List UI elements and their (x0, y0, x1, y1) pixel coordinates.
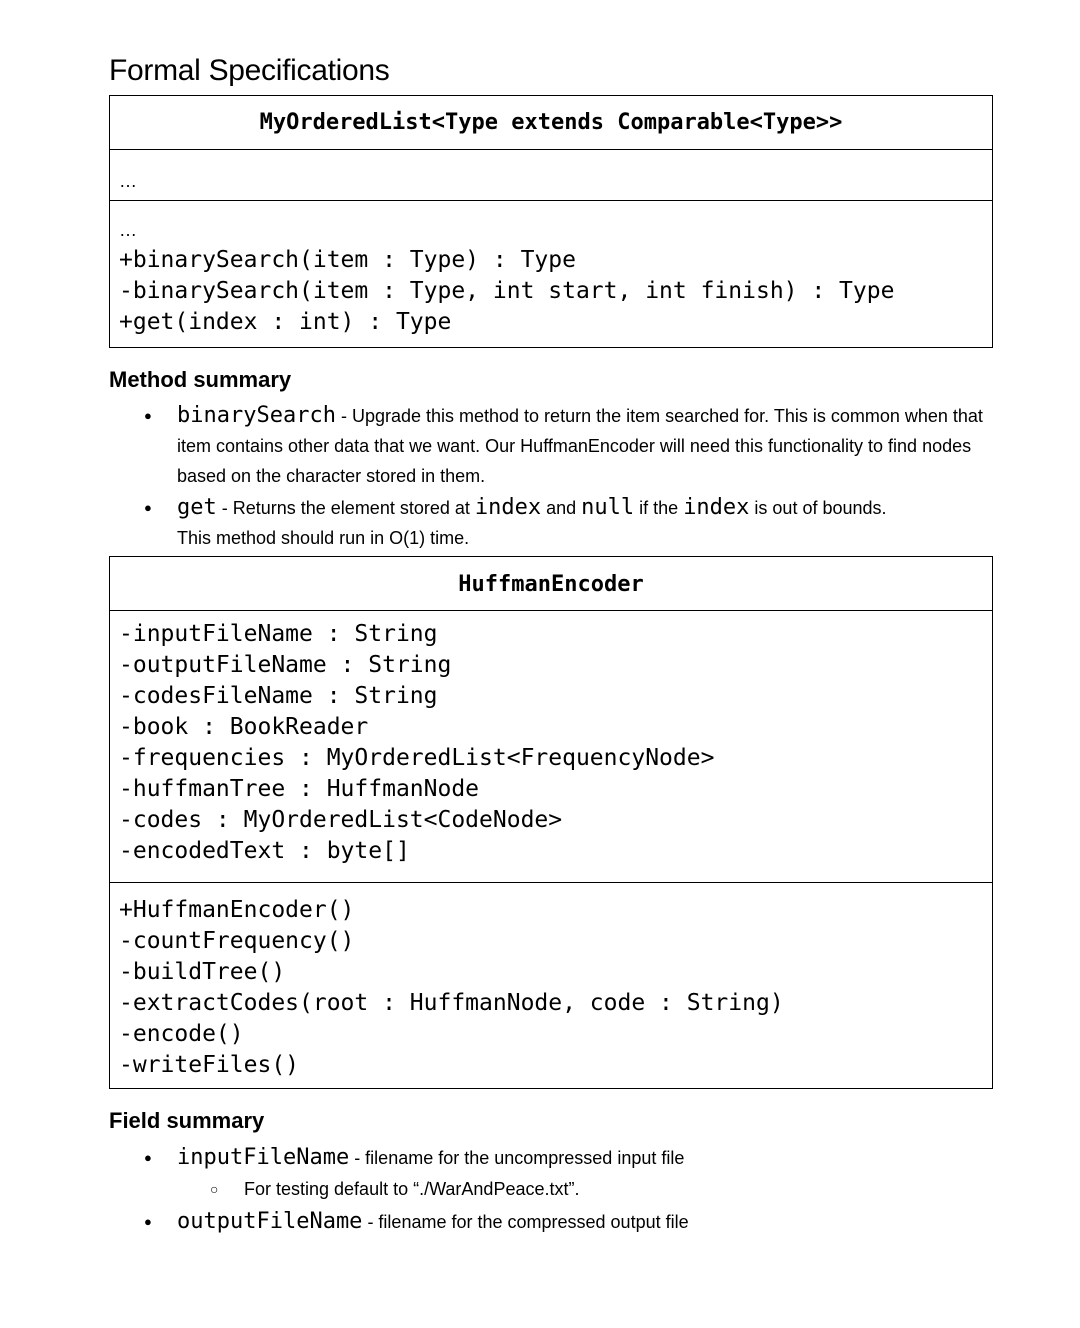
list-item-inputfilename (109, 1143, 993, 1205)
uml-field: -frequencies : MyOrderedList<FrequencyNode> (119, 745, 715, 771)
uml-class-huffmanencoder (109, 556, 993, 1089)
inputfilename-sublist (177, 1173, 993, 1205)
get-description: and (541, 498, 582, 518)
uml-field: -huffmanTree : HuffmanNode (119, 776, 480, 802)
uml-class-name: HuffmanEncoder (110, 557, 992, 611)
get-description: if the (634, 498, 684, 518)
term-get: get (177, 495, 217, 520)
field-summary-heading: Field summary (109, 1108, 265, 1133)
method-summary-list (109, 401, 993, 553)
uml-field: -codes : MyOrderedList<CodeNode> (119, 807, 563, 833)
list-item-binarysearch (109, 401, 993, 491)
uml-field: -encodedText : byte[] (119, 838, 410, 864)
uml-fields-section (110, 150, 992, 200)
uml-methods-section (110, 200, 992, 347)
uml-field: -outputFileName : String (119, 652, 452, 678)
field-summary-list (109, 1143, 993, 1237)
code-null: null (581, 495, 635, 520)
method-summary-heading: Method summary (109, 367, 292, 392)
binarysearch-description: - Upgrade this method to return the item searched for. This is common when that item contains other data that we want. Our HuffmanEncoder will need this functionality to find nodes based on the character stored in them. (177, 406, 983, 486)
uml-method: -countFrequency() (119, 928, 355, 954)
code-index: index (474, 495, 542, 520)
methods-ellipsis: … (119, 220, 137, 240)
uml-field: -book : BookReader (119, 714, 369, 740)
uml-field: -codesFileName : String (119, 683, 438, 709)
uml-class-myorderedlist (109, 95, 993, 348)
code-index: index (683, 495, 750, 520)
fields-ellipsis: … (119, 171, 137, 191)
uml-method: -encode() (119, 1021, 244, 1047)
get-description: is out of bounds. (749, 498, 887, 518)
term-inputfilename: inputFileName (177, 1145, 350, 1170)
uml-method: +get(index : int) : Type (119, 309, 452, 335)
uml-methods-section (110, 882, 992, 1088)
inputfilename-description: - filename for the uncompressed input file (349, 1148, 685, 1168)
term-binarysearch: binarySearch (177, 403, 336, 428)
uml-method: +binarySearch(item : Type) : Type (119, 247, 576, 273)
list-item-get (109, 493, 993, 553)
uml-class-name: MyOrderedList<Type extends Comparable<Type>> (110, 96, 992, 150)
uml-method: -buildTree() (119, 959, 286, 985)
outputfilename-description: - filename for the compressed output file (362, 1212, 689, 1232)
get-description: - Returns the element stored at (216, 498, 475, 518)
uml-method: -writeFiles() (119, 1052, 300, 1078)
uml-fields-section (110, 611, 992, 882)
get-complexity-note: This method should run in O(1) time. (177, 528, 470, 548)
sublist-item: ○ For testing default to “./WarAndPeace.txt”. (177, 1173, 993, 1205)
list-item-outputfilename (109, 1207, 993, 1237)
term-outputfilename: outputFileName (177, 1209, 363, 1234)
uml-method: +HuffmanEncoder() (119, 897, 355, 923)
uml-method: -binarySearch(item : Type, int start, int finish) : Type (119, 278, 895, 304)
page-title: Formal Specifications (109, 54, 390, 87)
uml-method: -extractCodes(root : HuffmanNode, code : String) (119, 990, 784, 1016)
uml-field: -inputFileName : String (119, 621, 438, 647)
